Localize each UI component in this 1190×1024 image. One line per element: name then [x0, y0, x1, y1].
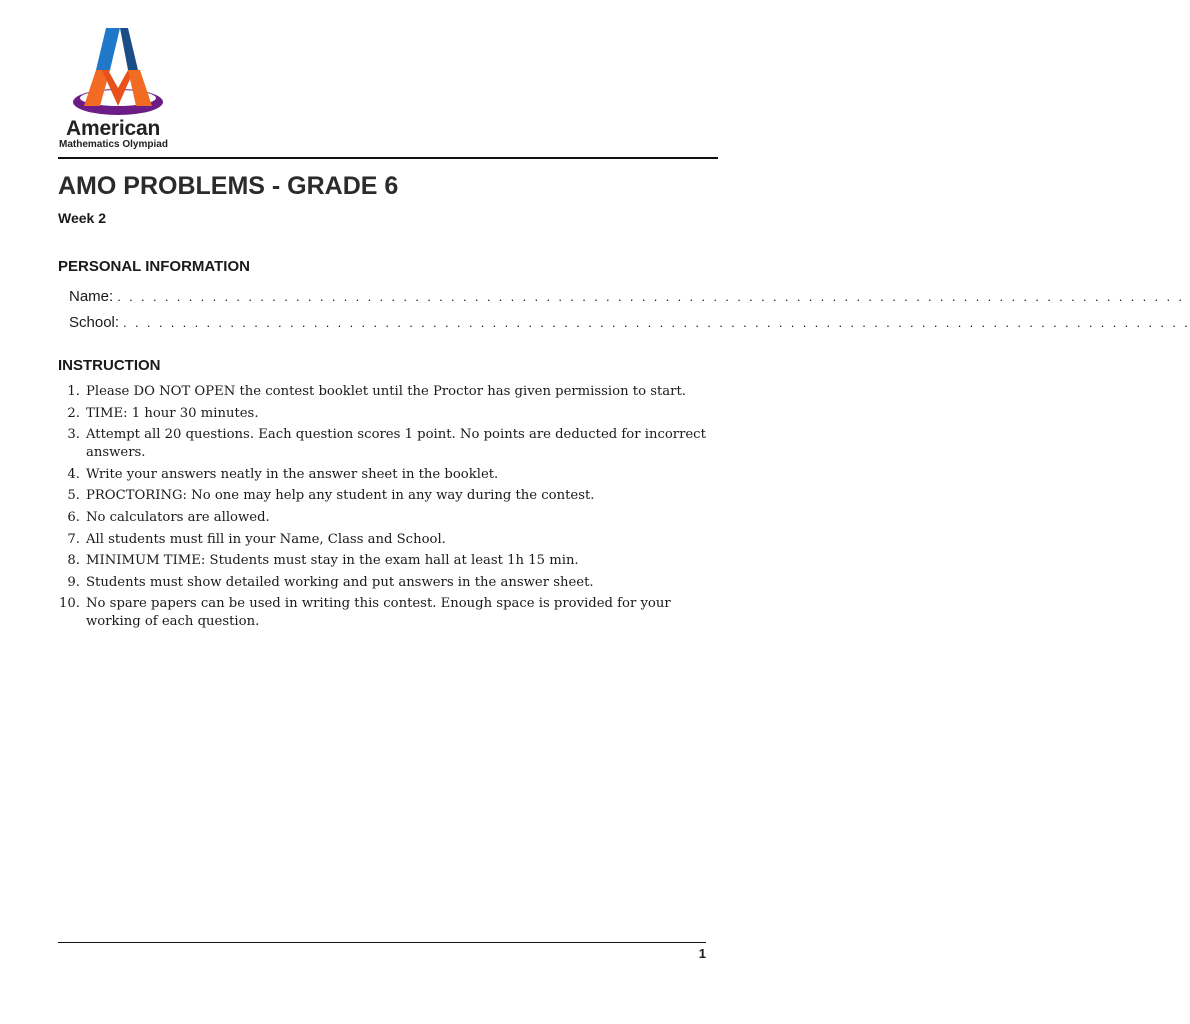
instruction-text: All students must fill in your Name, Class and School. [86, 531, 446, 547]
instruction-item [58, 405, 714, 423]
school-label: School: [69, 314, 120, 331]
instruction-text: No spare papers can be used in writing this contest. Enough space is provided for your working of each question. [86, 596, 671, 630]
instruction-text: No calculators are allowed. [86, 509, 270, 525]
instruction-text: Attempt all 20 questions. Each question scores 1 point. No points are deducted for incorrect answers. [86, 427, 706, 461]
personal-information-heading: PERSONAL INFORMATION [58, 258, 250, 275]
instruction-item [58, 509, 714, 527]
instruction-item [58, 531, 714, 549]
amo-logo [58, 26, 198, 154]
instruction-text: TIME: 1 hour 30 minutes. [86, 405, 259, 421]
instruction-number: 6. [67, 509, 80, 525]
instruction-list [58, 383, 714, 635]
school-dotted-line[interactable]: . . . . . . . . . . . . . . . . . . . . . . . . . . . . . . . . . . . . . . . . . . . . . . . . . . . . . . . . . . . . . . . . . . . . . . . . . . . . . . . . . . . . . . . . . . [123, 315, 1190, 330]
instruction-item [58, 595, 714, 631]
instruction-item [58, 466, 714, 484]
instruction-number: 9. [67, 574, 80, 590]
instruction-item [58, 552, 714, 570]
instruction-text: PROCTORING: No one may help any student in any way during the contest. [86, 488, 595, 504]
instruction-number: 10. [59, 596, 80, 612]
instruction-number: 1. [67, 384, 80, 399]
page-title: AMO PROBLEMS - GRADE 6 [58, 172, 399, 200]
instruction-number: 5. [67, 488, 80, 504]
instruction-text: Write your answers neatly in the answer sheet in the booklet. [86, 466, 499, 482]
instruction-number: 2. [67, 405, 80, 421]
instruction-number: 3. [67, 427, 80, 443]
name-field[interactable] [69, 285, 1185, 305]
logo-left-stroke [96, 28, 120, 70]
instruction-text: Students must show detailed working and put answers in the answer sheet. [86, 574, 594, 590]
footer-rule [58, 942, 706, 943]
instruction-item [58, 383, 714, 401]
instruction-number: 4. [67, 466, 80, 482]
school-field[interactable] [69, 311, 1190, 331]
logo-wordmark: American [66, 117, 161, 140]
instruction-text: Please DO NOT OPEN the contest booklet until the Proctor has given permission to start. [86, 384, 686, 399]
name-label: Name: [69, 288, 114, 305]
logo-subtitle: Mathematics Olympiad [59, 139, 168, 150]
instruction-item [58, 487, 714, 505]
name-dotted-line[interactable]: . . . . . . . . . . . . . . . . . . . . . . . . . . . . . . . . . . . . . . . . . . . . . . . . . . . . . . . . . . . . . . . . . . . . . . . . . . . . . . . . . . . . . . . . . . [117, 289, 1185, 304]
instruction-number: 7. [67, 531, 80, 547]
instruction-text: MINIMUM TIME: Students must stay in the exam hall at least 1h 15 min. [86, 553, 579, 569]
instruction-item [58, 574, 714, 592]
instruction-number: 8. [67, 553, 80, 569]
week-label: Week 2 [58, 210, 106, 226]
header-rule [58, 157, 718, 159]
instruction-item [58, 426, 714, 462]
instruction-heading: INSTRUCTION [58, 357, 161, 374]
page-number: 1 [698, 946, 706, 961]
amo-logo-icon [70, 26, 174, 118]
logo-right-stroke [120, 28, 138, 70]
